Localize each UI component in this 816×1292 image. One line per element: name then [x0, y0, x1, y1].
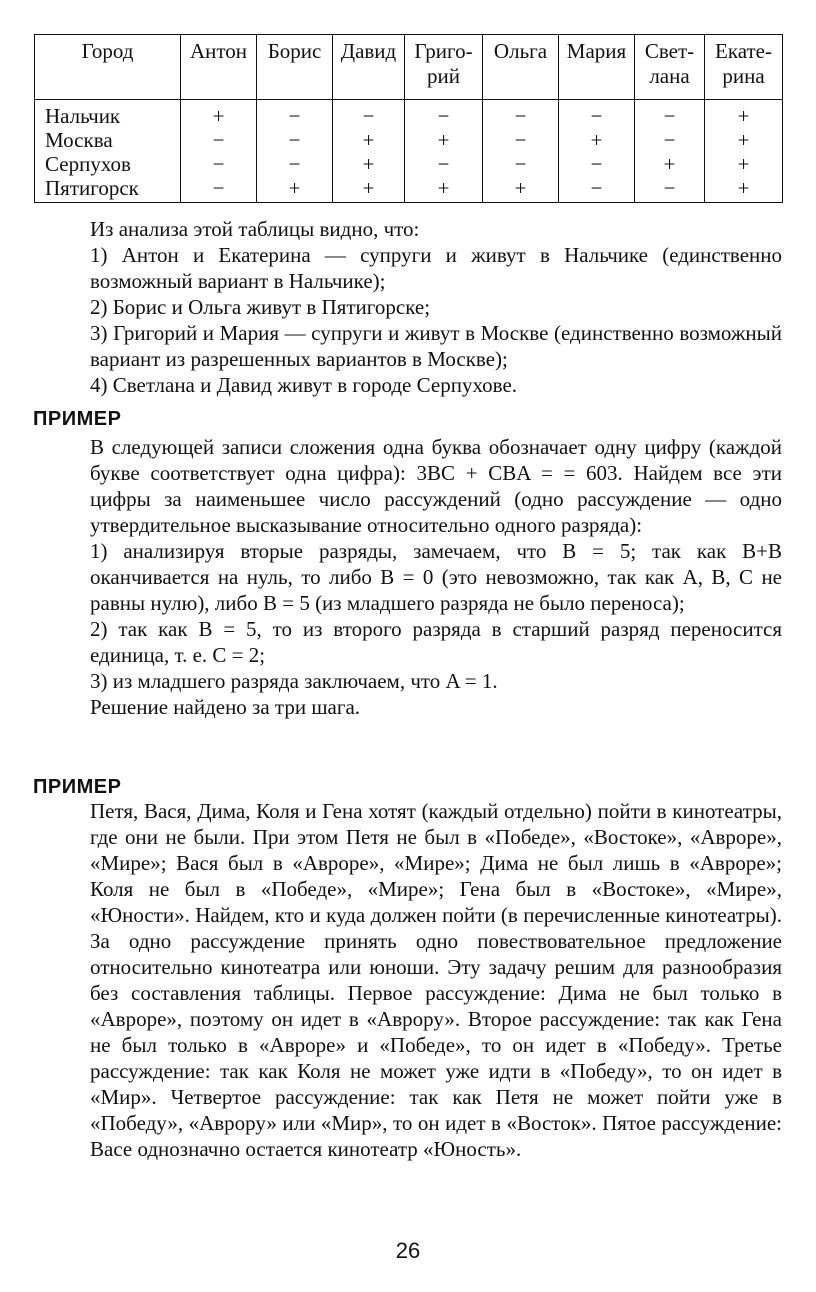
- mark-cell: +: [737, 128, 750, 152]
- analysis-block: [90, 216, 782, 398]
- ekaterina-column: [705, 100, 783, 203]
- mark-cell: −: [663, 104, 676, 128]
- analysis-item: 1) Антон и Екатерина — супруги и живут в Нальчике (единственно возможный вариант в Нальчике);: [90, 243, 782, 293]
- mark-cell: +: [663, 152, 676, 176]
- anton-column: [181, 100, 257, 203]
- mark-cell: −: [288, 128, 301, 152]
- header-anton: Антон: [181, 35, 257, 100]
- mark-cell: −: [288, 152, 301, 176]
- header-olga: Ольга: [483, 35, 559, 100]
- mark-cell: −: [663, 128, 676, 152]
- mark-cell: −: [590, 104, 603, 128]
- mark-cell: −: [514, 104, 527, 128]
- example1-item: 1) анализируя вторые разряды, замечаем, что B = 5; так как B+B оканчивается на нуль, то либо B = 0 (это невозможно, так как A, B, C не равны нулю), либо B = 5 (из младшего разряда не было переноса);: [90, 539, 782, 615]
- mark-cell: +: [437, 128, 450, 152]
- example1-item: 2) так как B = 5, то из второго разряда в старший разряд переносится единица, т. е. C = 2;: [90, 617, 782, 667]
- city-person-table: [34, 34, 783, 203]
- mark-cell: +: [212, 104, 225, 128]
- header-grigoriy: Григо- рий: [405, 35, 483, 100]
- mark-cell: +: [362, 128, 375, 152]
- example1-conclusion: Решение найдено за три шага.: [90, 695, 361, 719]
- header-maria: Мария: [559, 35, 635, 100]
- boris-column: [257, 100, 333, 203]
- mark-cell: −: [663, 176, 676, 200]
- header-david: Давид: [333, 35, 405, 100]
- mark-cell: −: [514, 152, 527, 176]
- mark-cell: −: [212, 152, 225, 176]
- david-column: [333, 100, 405, 203]
- analysis-item: 4) Светлана и Давид живут в городе Серпухове.: [90, 373, 518, 397]
- mark-cell: −: [288, 104, 301, 128]
- analysis-intro: Из анализа этой таблицы видно, что:: [90, 217, 420, 241]
- mark-cell: +: [437, 176, 450, 200]
- example-heading: ПРИМЕР: [33, 408, 122, 430]
- mark-cell: +: [590, 128, 603, 152]
- mark-cell: +: [737, 176, 750, 200]
- table-header-row: [35, 35, 783, 100]
- city-column: [35, 100, 181, 203]
- mark-cell: −: [590, 152, 603, 176]
- city-cell: Серпухов: [45, 152, 131, 176]
- example1-intro: В следующей записи сложения одна буква обозначает одну цифру (каждой букве соответствует одна цифра): 3BC + CBA = = 603. Найдем все эти цифры за наименьшее число рассуждений (одно рассуждение — одно утвердительное высказывание относительно одного разряда):: [90, 435, 782, 537]
- mark-cell: −: [437, 104, 450, 128]
- page-number: 26: [395, 1238, 421, 1263]
- header-city: Город: [35, 35, 181, 100]
- header-svetlana: Свет- лана: [635, 35, 705, 100]
- analysis-item: 2) Борис и Ольга живут в Пятигорске;: [90, 295, 431, 319]
- example1-block: [90, 434, 782, 720]
- mark-cell: +: [737, 152, 750, 176]
- mark-cell: −: [212, 128, 225, 152]
- example1-item: 3) из младшего разряда заключаем, что A = 1.: [90, 669, 498, 693]
- mark-cell: −: [212, 176, 225, 200]
- olga-column: [483, 100, 559, 203]
- mark-cell: +: [737, 104, 750, 128]
- table-body-row: [35, 100, 783, 203]
- grigoriy-column: [405, 100, 483, 203]
- mark-cell: −: [590, 176, 603, 200]
- example2-text: Петя, Вася, Дима, Коля и Гена хотят (каждый отдельно) пойти в кинотеатры, где они не были. При этом Петя не был в «Победе», «Востоке», «Авроре», «Мире»; Вася был в «Авроре», «Мире»; Дима не был лишь в «Авроре»; Коля не был в «Победе», «Мире»; Гена был в «Востоке», «Мире», «Юности». Найдем, кто и куда должен пойти (в перечисленные кинотеатры). За одно рассуждение принять одно повествовательное предложение относительно кинотеатра или юноши. Эту задачу решим для разнообразия без составления таблицы. Первое рассуждение: Дима не был только в «Авроре», поэтому он идет в «Аврору». Второе рассуждение: так как Гена не был только в «Авроре» и «Победе», то он идет в «Победу». Третье рассуждение: так как Коля не может уже идти в «Победу», то он идет в «Мир». Четвертое рассуждение: так как Петя не может пойти уже в «Победу», «Аврору» или «Мир», то он идет в «Восток». Пятое рассуждение: Васе однозначно остается кинотеатр «Юность».: [90, 799, 782, 1161]
- city-cell: Пятигорск: [45, 176, 139, 200]
- header-ekaterina: Екате- рина: [705, 35, 783, 100]
- analysis-item: 3) Григорий и Мария — супруги и живут в Москве (единственно возможный вариант из разрешенных вариантов в Москве);: [90, 321, 782, 371]
- mark-cell: −: [437, 152, 450, 176]
- example2-block: [90, 798, 782, 1162]
- city-cell: Москва: [45, 128, 113, 152]
- mark-cell: +: [288, 176, 301, 200]
- example-heading: ПРИМЕР: [33, 776, 122, 798]
- mark-cell: +: [362, 176, 375, 200]
- mark-cell: +: [362, 152, 375, 176]
- svetlana-column: [635, 100, 705, 203]
- maria-column: [559, 100, 635, 203]
- mark-cell: −: [514, 128, 527, 152]
- city-cell: Нальчик: [45, 104, 121, 128]
- mark-cell: −: [362, 104, 375, 128]
- mark-cell: +: [514, 176, 527, 200]
- header-boris: Борис: [257, 35, 333, 100]
